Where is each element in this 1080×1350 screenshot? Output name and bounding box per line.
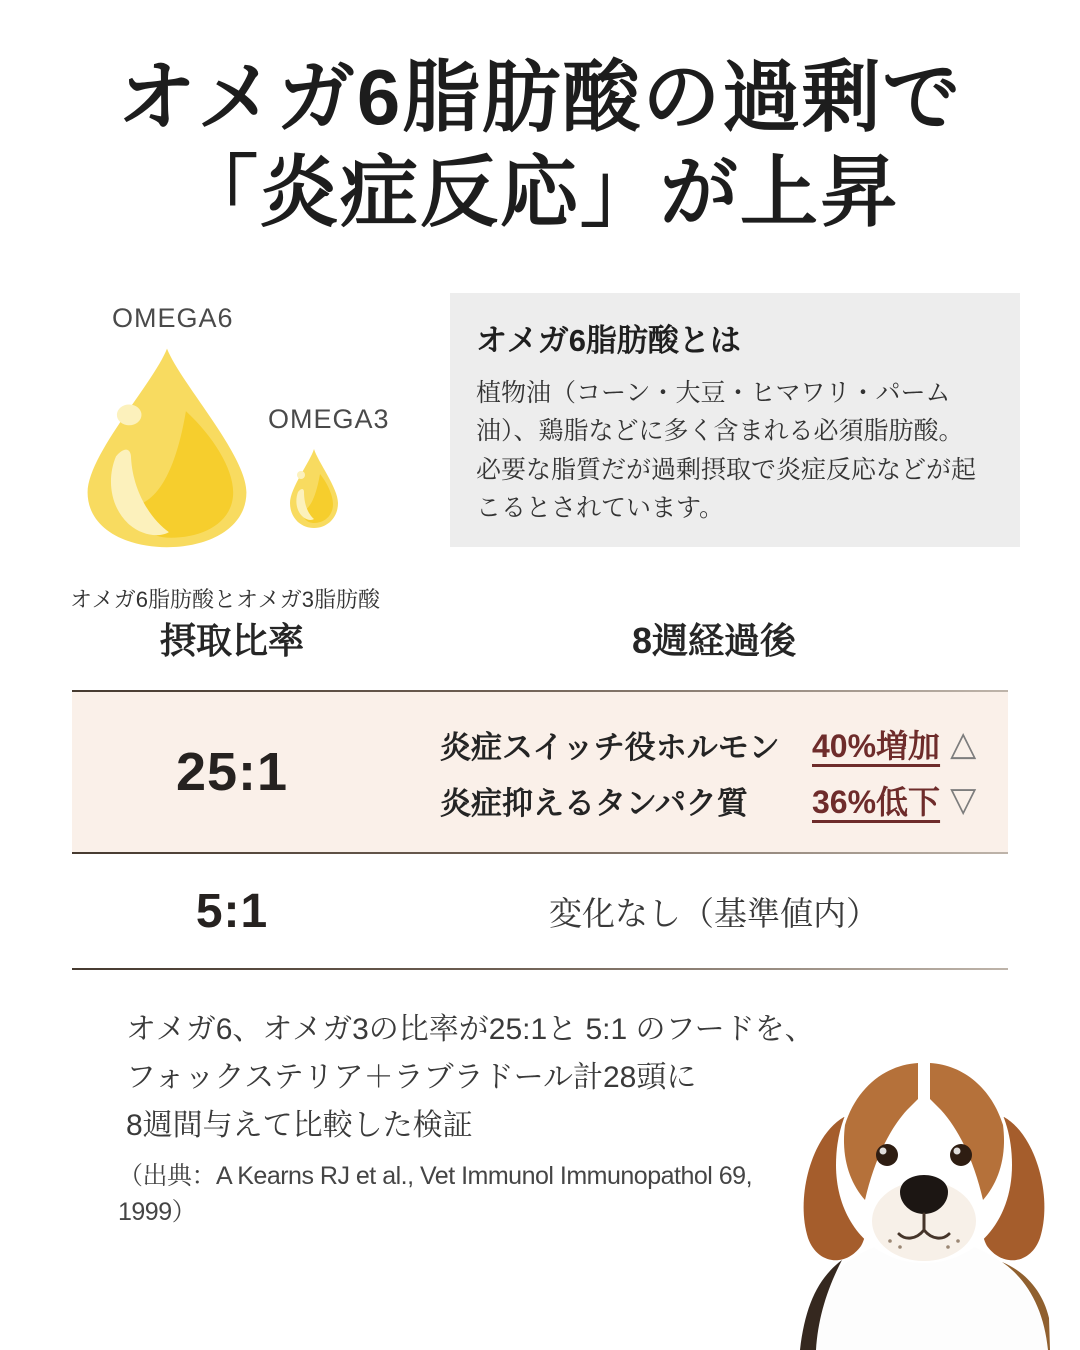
omega3-label: OMEGA3 xyxy=(268,404,390,434)
info-box-heading: オメガ6脂肪酸とは xyxy=(476,323,741,358)
results-25-1 xyxy=(440,716,1008,828)
result-value-increase: 40%増加 xyxy=(812,728,941,764)
result-line-hormone xyxy=(440,716,1008,772)
title-line-1: オメガ6脂肪酸の過剰で xyxy=(117,53,963,141)
result-value-decrease: 36%低下 xyxy=(812,784,941,820)
footnote-line-1: オメガ6、オメガ3の比率が25:1と 5:1 のフードを、 xyxy=(126,1013,815,1046)
triangle-up-icon: △ xyxy=(950,725,977,763)
column-header-ratio: 摂取比率 xyxy=(159,620,304,661)
title-line-2: 「炎症反応」が上昇 xyxy=(179,148,900,237)
oil-drop-small-icon xyxy=(284,446,344,531)
table-header-row xyxy=(72,613,1008,673)
footnote-line-3: 8週間与えて比較した検証 xyxy=(126,1109,473,1142)
study-footnote xyxy=(118,1006,818,1230)
ratio-value-5-1: 5:1 xyxy=(195,884,269,938)
column-header-after-8-weeks: 8週経過後 xyxy=(631,620,797,661)
omega6-label: OMEGA6 xyxy=(112,303,234,333)
footnote-line-2: フォックステリア＋ラブラドール計28頭に xyxy=(126,1061,697,1094)
info-box-body-1: 植物油（コーン・大豆・ヒマワリ・パーム油）、鶏脂などに多く含まれる必須脂肪酸。 xyxy=(476,379,964,446)
info-box xyxy=(450,293,1020,547)
result-line-protein xyxy=(440,772,1008,828)
result-no-change: 変化なし（基準値内） xyxy=(549,894,879,932)
page-title xyxy=(0,50,1080,240)
result-label: 炎症抑えるタンパク質 xyxy=(440,785,748,821)
citation-text: （出典：A Kearns RJ et al., Vet Immunol Immunopathol 69, 1999） xyxy=(118,1162,753,1226)
result-label: 炎症スイッチ役ホルモン xyxy=(440,729,780,765)
info-box-body-2: 必要な脂質だが過剰摂取で炎症反応などが起こるとされています。 xyxy=(476,455,977,522)
table-caption: オメガ6脂肪酸とオメガ3脂肪酸 xyxy=(70,587,381,612)
divider-bottom xyxy=(72,968,1008,970)
beagle-dog-image xyxy=(768,1005,1080,1350)
table-row-25-1 xyxy=(72,692,1008,852)
oil-drop-large-icon xyxy=(72,343,262,551)
table-row-5-1 xyxy=(72,854,1008,968)
triangle-down-icon: ▽ xyxy=(950,781,977,819)
ratio-value-25-1: 25:1 xyxy=(175,742,289,802)
